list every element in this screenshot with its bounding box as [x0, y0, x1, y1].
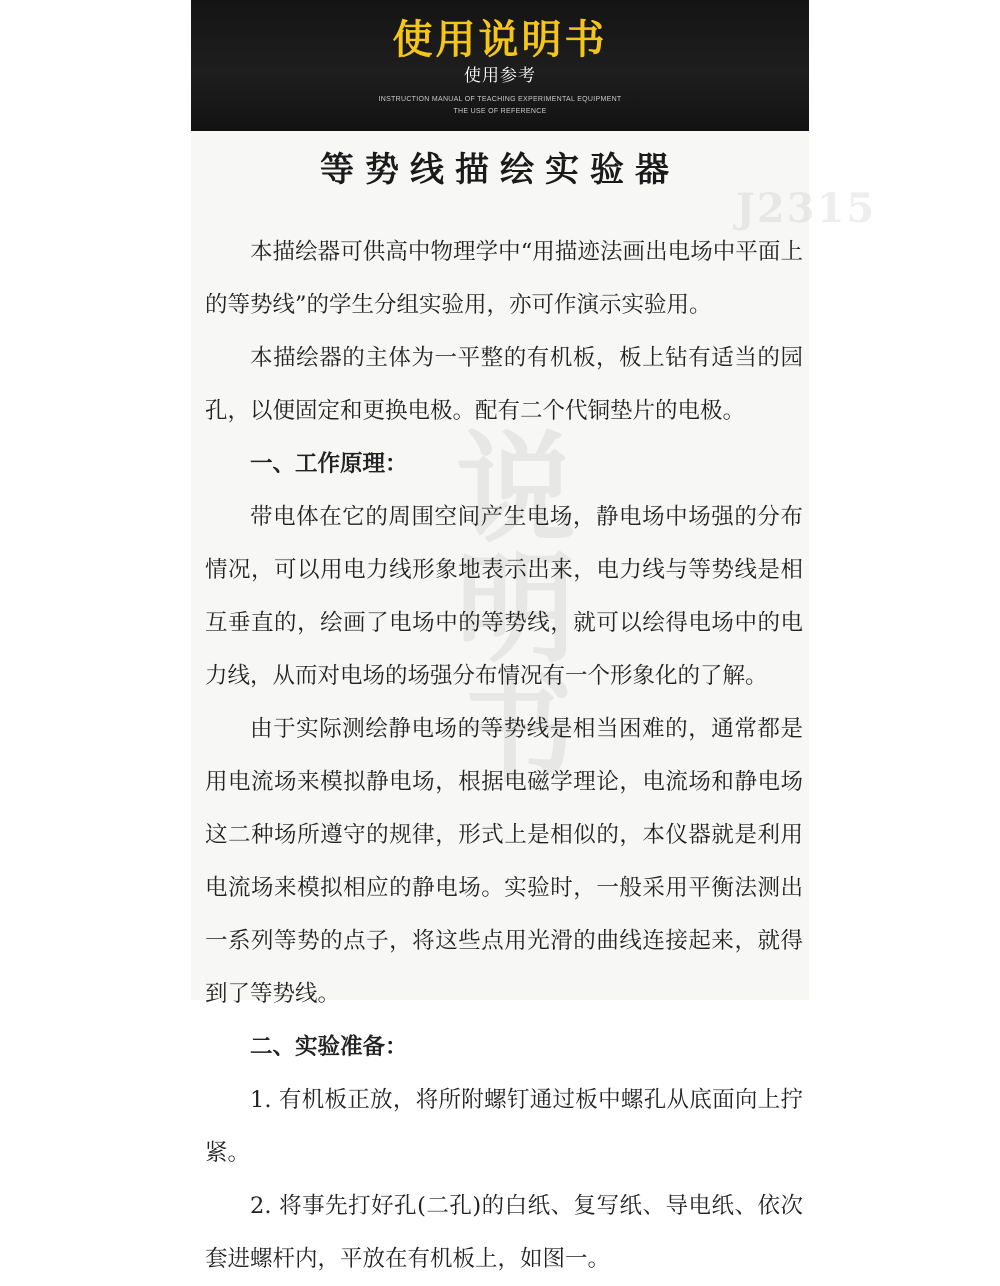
paragraph-body-description: 本描绘器的主体为一平整的有机板，板上钻有适当的园孔，以便固定和更换电极。配有二个代铜垫片的电极。 — [205, 345, 803, 424]
banner-english-line-2: THE USE OF REFERENCE — [453, 108, 547, 115]
paragraph-principle-2: 由于实际测绘静电场的等势线是相当困难的，通常都是用电流场来模拟静电场，根据电磁学理论，电流场和静电场这二种场所遵守的规律，形式上是相似的，本仪器就是利用电流场来模拟相应的静电场。实验时，一般采用平衡法测出一系列等势的点子，将这些点用光滑的曲线连接起来，就得到了等势线。 — [205, 716, 803, 1007]
paragraph-intro: 本描绘器可供高中物理学中“用描迹法画出电场中平面上的等势线”的学生分组实验用，亦可作演示实验用。 — [205, 239, 803, 318]
document-title: 等势线描绘实验器 — [320, 150, 680, 190]
section-heading-principle: 一、工作原理： — [250, 451, 408, 477]
show-through-code: J2315 — [736, 185, 877, 232]
paragraph-principle-1: 带电体在它的周围空间产生电场，静电场中场强的分布情况，可以用电力线形象地表示出来，电力线与等势线是相互垂直的，绘画了电场中的等势线，就可以绘得电场中的电力线，从而对电场的场强分布情况有一个形象化的了解。 — [205, 504, 803, 689]
banner-title: 使用说明书 — [392, 17, 608, 63]
header-banner — [191, 0, 809, 131]
manual-page — [191, 0, 877, 1272]
banner-english-line-1: INSTRUCTION MANUAL OF TEACHING EXPERIMENTAL EQUIPMENT — [378, 96, 622, 103]
paragraph-step-2: 2. 将事先打好孔(二孔)的白纸、复写纸、导电纸、依次套进螺杆内，平放在有机板上，如图一。 — [205, 1193, 803, 1272]
section-heading-preparation: 二、实验准备： — [250, 1034, 408, 1060]
paragraph-step-1: 1. 有机板正放，将所附螺钉通过板中螺孔从底面向上拧紧。 — [205, 1087, 803, 1166]
banner-subtitle: 使用参考 — [464, 66, 536, 86]
show-through-text: 说明书 — [436, 425, 577, 785]
document-body — [205, 226, 803, 1286]
